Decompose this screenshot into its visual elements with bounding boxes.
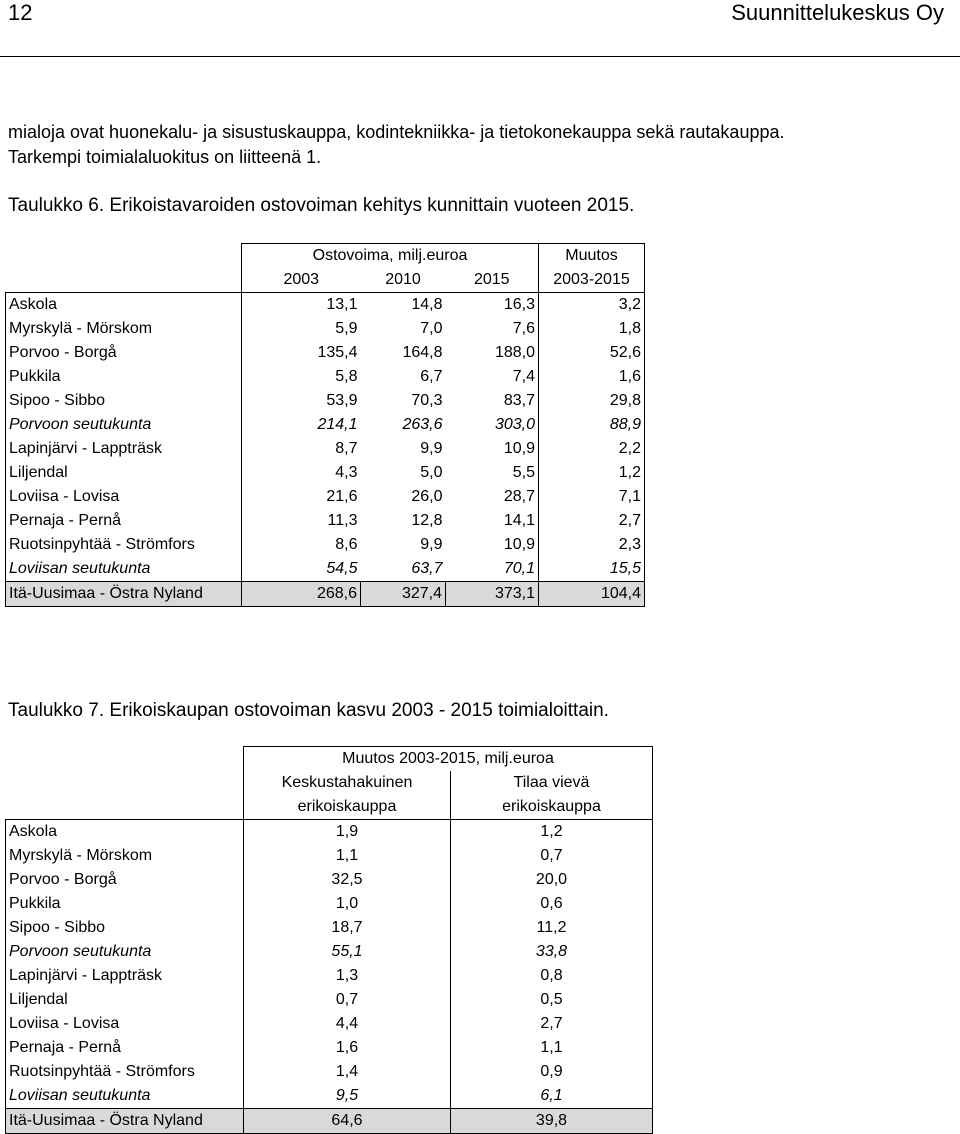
intro-paragraph <box>8 120 785 170</box>
table7-caption: Taulukko 7. Erikoiskaupan ostovoiman kasvu 2003 - 2015 toimialoittain. <box>8 700 609 721</box>
intro-line-1: mialoja ovat huonekalu- ja sisustuskauppa, kodintekniikka- ja tietokonekauppa sekä rautakauppa. <box>8 122 785 142</box>
table7-group-header: Muutos 2003-2015, milj.euroa <box>244 747 653 772</box>
table6-cell-change: 88,9 <box>539 413 645 437</box>
table7-row <box>6 988 653 1012</box>
table7-cell-space: 6,1 <box>451 1084 653 1109</box>
table7-row <box>6 1084 653 1109</box>
table6-cell-2010: 327,4 <box>361 582 446 607</box>
table7-row-label: Liljendal <box>6 988 244 1012</box>
table6-cell-change: 104,4 <box>539 582 645 607</box>
table6-row-label: Pernaja - Pernå <box>6 509 242 533</box>
table6-cell-change: 7,1 <box>539 485 645 509</box>
table7-cell-space: 0,8 <box>451 964 653 988</box>
table6-cell-change: 1,6 <box>539 365 645 389</box>
table7-cell-central: 4,4 <box>244 1012 451 1036</box>
table7-cell-space: 0,6 <box>451 892 653 916</box>
table7-cell-central: 1,4 <box>244 1060 451 1084</box>
table6-year-header: 2010 <box>385 271 421 288</box>
table7-cell-central: 18,7 <box>244 916 451 940</box>
table7-cell-central: 32,5 <box>244 868 451 892</box>
page-number: 12 <box>8 0 33 25</box>
table6-cell-2003: 5,8 <box>242 365 361 389</box>
table7-cell-central: 1,0 <box>244 892 451 916</box>
table6-cell-2015: 10,9 <box>503 536 535 553</box>
table6-cell-2010: 12,8 <box>411 512 443 529</box>
table7-row-label: Porvoon seutukunta <box>6 940 244 964</box>
table6-row <box>6 389 645 413</box>
table6-row <box>6 582 645 607</box>
table6-cell-2010: 164,8 <box>402 344 443 361</box>
table7-row <box>6 868 653 892</box>
table6-cell-change: 1,8 <box>539 317 645 341</box>
table6-row <box>6 293 645 318</box>
table6-row-label: Askola <box>6 293 242 318</box>
table6-year-header: 2003 <box>242 268 361 293</box>
table7-row <box>6 1060 653 1084</box>
table6-cell-2015: 10,9 <box>503 440 535 457</box>
table6-cell-2010: 5,0 <box>420 464 443 481</box>
table7-cell-central: 55,1 <box>244 940 451 964</box>
table7-cell-space: 39,8 <box>451 1109 653 1134</box>
table6-cell-2010: 70,3 <box>411 392 443 409</box>
table7-cell-central: 9,5 <box>244 1084 451 1109</box>
table6-body <box>6 244 645 607</box>
table6-row-label: Lapinjärvi - Lappträsk <box>6 437 242 461</box>
table6-cell-2010: 9,9 <box>420 440 443 457</box>
table7-col2-header-line1: Tilaa vievä <box>451 771 653 795</box>
table6-cell-change: 15,5 <box>539 557 645 582</box>
table7-cell-space: 1,2 <box>451 820 653 845</box>
table6-cell-change: 3,2 <box>539 293 645 318</box>
table7-cell-space: 20,0 <box>451 868 653 892</box>
table7-row <box>6 1036 653 1060</box>
table7-row <box>6 892 653 916</box>
table6 <box>5 243 645 607</box>
table6-cell-change: 1,2 <box>539 461 645 485</box>
table7-col1-header-line1: Keskustahakuinen <box>244 771 451 795</box>
table7-cell-central: 1,1 <box>244 844 451 868</box>
table7-row-label: Loviisa - Lovisa <box>6 1012 244 1036</box>
table7-body <box>6 747 653 1134</box>
table6-row <box>6 485 645 509</box>
table7-cell-space: 0,5 <box>451 988 653 1012</box>
table6-cell-2010: 6,7 <box>420 368 443 385</box>
table7-col1-header-line2: erikoiskauppa <box>244 795 451 820</box>
table6-row <box>6 317 645 341</box>
table6-header-row-1 <box>6 244 645 269</box>
table7-cell-central: 1,6 <box>244 1036 451 1060</box>
table6-cell-change: 52,6 <box>539 341 645 365</box>
table7-col2-header-line2: erikoiskauppa <box>451 795 653 820</box>
table6-row <box>6 365 645 389</box>
table6-cell-2015: 5,5 <box>512 464 535 481</box>
table6-row-label: Myrskylä - Mörskom <box>6 317 242 341</box>
table6-cell-2003: 4,3 <box>242 461 361 485</box>
table7-cell-space: 33,8 <box>451 940 653 964</box>
table6-group-header: Ostovoima, milj.euroa <box>242 244 539 269</box>
table6-cell-change: 2,7 <box>539 509 645 533</box>
table6-row-label: Itä-Uusimaa - Östra Nyland <box>6 582 242 607</box>
table6-cell-2015: 303,0 <box>494 416 535 433</box>
table7-row-label: Loviisan seutukunta <box>6 1084 244 1109</box>
table6-cell-2003: 5,9 <box>242 317 361 341</box>
table6-cell-2015: 28,7 <box>503 488 535 505</box>
table6-year-header: 2015 <box>473 271 510 288</box>
table7-header-row-1 <box>6 747 653 772</box>
page-header <box>0 0 960 57</box>
table6-row-label: Porvoo - Borgå <box>6 341 242 365</box>
table7-cell-space: 11,2 <box>451 916 653 940</box>
table7-header-row-2 <box>6 771 653 795</box>
table6-cell-change: 29,8 <box>539 389 645 413</box>
table7-row-label: Pukkila <box>6 892 244 916</box>
table6-cell-2003: 54,5 <box>242 557 361 582</box>
table6-cell-change: 2,2 <box>539 437 645 461</box>
table6-header-row-2 <box>6 268 645 293</box>
table6-row-label: Ruotsinpyhtää - Strömfors <box>6 533 242 557</box>
table6-cell-2010: 9,9 <box>420 536 443 553</box>
table6-cell-2015: 373,1 <box>446 582 539 607</box>
table6-cell-2003: 13,1 <box>242 293 361 318</box>
table7-row-label: Sipoo - Sibbo <box>6 916 244 940</box>
table6-cell-2003: 8,6 <box>242 533 361 557</box>
table6-cell-2010: 63,7 <box>411 560 443 577</box>
intro-line-2: Tarkempi toimialaluokitus on liitteenä 1. <box>8 147 322 167</box>
table6-row-label: Porvoon seutukunta <box>6 413 242 437</box>
table6-cell-2015: 7,4 <box>512 368 535 385</box>
table7-cell-central: 1,9 <box>244 820 451 845</box>
table6-cell-2015: 14,1 <box>503 512 535 529</box>
table7-row <box>6 964 653 988</box>
table7-row-label: Askola <box>6 820 244 845</box>
table6-row <box>6 341 645 365</box>
table6-cell-2003: 11,3 <box>242 509 361 533</box>
table7-cell-central: 0,7 <box>244 988 451 1012</box>
table6-change-period: 2003-2015 <box>539 268 645 293</box>
table7-row <box>6 820 653 845</box>
table6-row <box>6 461 645 485</box>
table6-cell-2010: 263,6 <box>402 416 443 433</box>
table7-row <box>6 916 653 940</box>
table6-cell-2015: 188,0 <box>494 344 535 361</box>
table7-header-row-3 <box>6 795 653 820</box>
table6-cell-2003: 8,7 <box>242 437 361 461</box>
table7-cell-space: 0,9 <box>451 1060 653 1084</box>
table6-cell-2003: 21,6 <box>242 485 361 509</box>
table6-cell-2010: 14,8 <box>361 293 446 318</box>
table6-row <box>6 413 645 437</box>
table7-cell-central: 64,6 <box>244 1109 451 1134</box>
table6-cell-2010: 7,0 <box>420 320 443 337</box>
table6-row-label: Pukkila <box>6 365 242 389</box>
table6-cell-2003: 53,9 <box>242 389 361 413</box>
table6-cell-2003: 268,6 <box>242 582 361 607</box>
table7-row-label: Myrskylä - Mörskom <box>6 844 244 868</box>
table6-row-label: Liljendal <box>6 461 242 485</box>
table7-row-label: Porvoo - Borgå <box>6 868 244 892</box>
table7-row <box>6 940 653 964</box>
table7-cell-space: 1,1 <box>451 1036 653 1060</box>
table7-row <box>6 844 653 868</box>
table7-row-label: Ruotsinpyhtää - Strömfors <box>6 1060 244 1084</box>
table6-cell-2015: 7,6 <box>512 320 535 337</box>
table6-change-header: Muutos <box>539 244 645 269</box>
table6-row <box>6 509 645 533</box>
table6-row <box>6 437 645 461</box>
table6-cell-2015: 70,1 <box>503 560 535 577</box>
company-name: Suunnittelukeskus Oy <box>731 0 944 25</box>
table7-row <box>6 1012 653 1036</box>
table7 <box>5 746 653 1134</box>
table7-cell-central: 1,3 <box>244 964 451 988</box>
table6-row-label: Sipoo - Sibbo <box>6 389 242 413</box>
table6-caption: Taulukko 6. Erikoistavaroiden ostovoiman kehitys kunnittain vuoteen 2015. <box>8 195 635 216</box>
table6-cell-2003: 135,4 <box>242 341 361 365</box>
table7-cell-space: 0,7 <box>451 844 653 868</box>
table7-cell-space: 2,7 <box>451 1012 653 1036</box>
table6-row-label: Loviisa - Lovisa <box>6 485 242 509</box>
table7-row-label: Itä-Uusimaa - Östra Nyland <box>6 1109 244 1134</box>
table6-row <box>6 533 645 557</box>
table7-row-label: Pernaja - Pernå <box>6 1036 244 1060</box>
table7-row-label: Lapinjärvi - Lappträsk <box>6 964 244 988</box>
table6-row <box>6 557 645 582</box>
table6-cell-2015: 16,3 <box>446 293 539 318</box>
table6-cell-2010: 26,0 <box>411 488 443 505</box>
table6-cell-2003: 214,1 <box>242 413 361 437</box>
table6-row-label: Loviisan seutukunta <box>6 557 242 582</box>
table6-cell-change: 2,3 <box>539 533 645 557</box>
table6-cell-2015: 83,7 <box>503 392 535 409</box>
